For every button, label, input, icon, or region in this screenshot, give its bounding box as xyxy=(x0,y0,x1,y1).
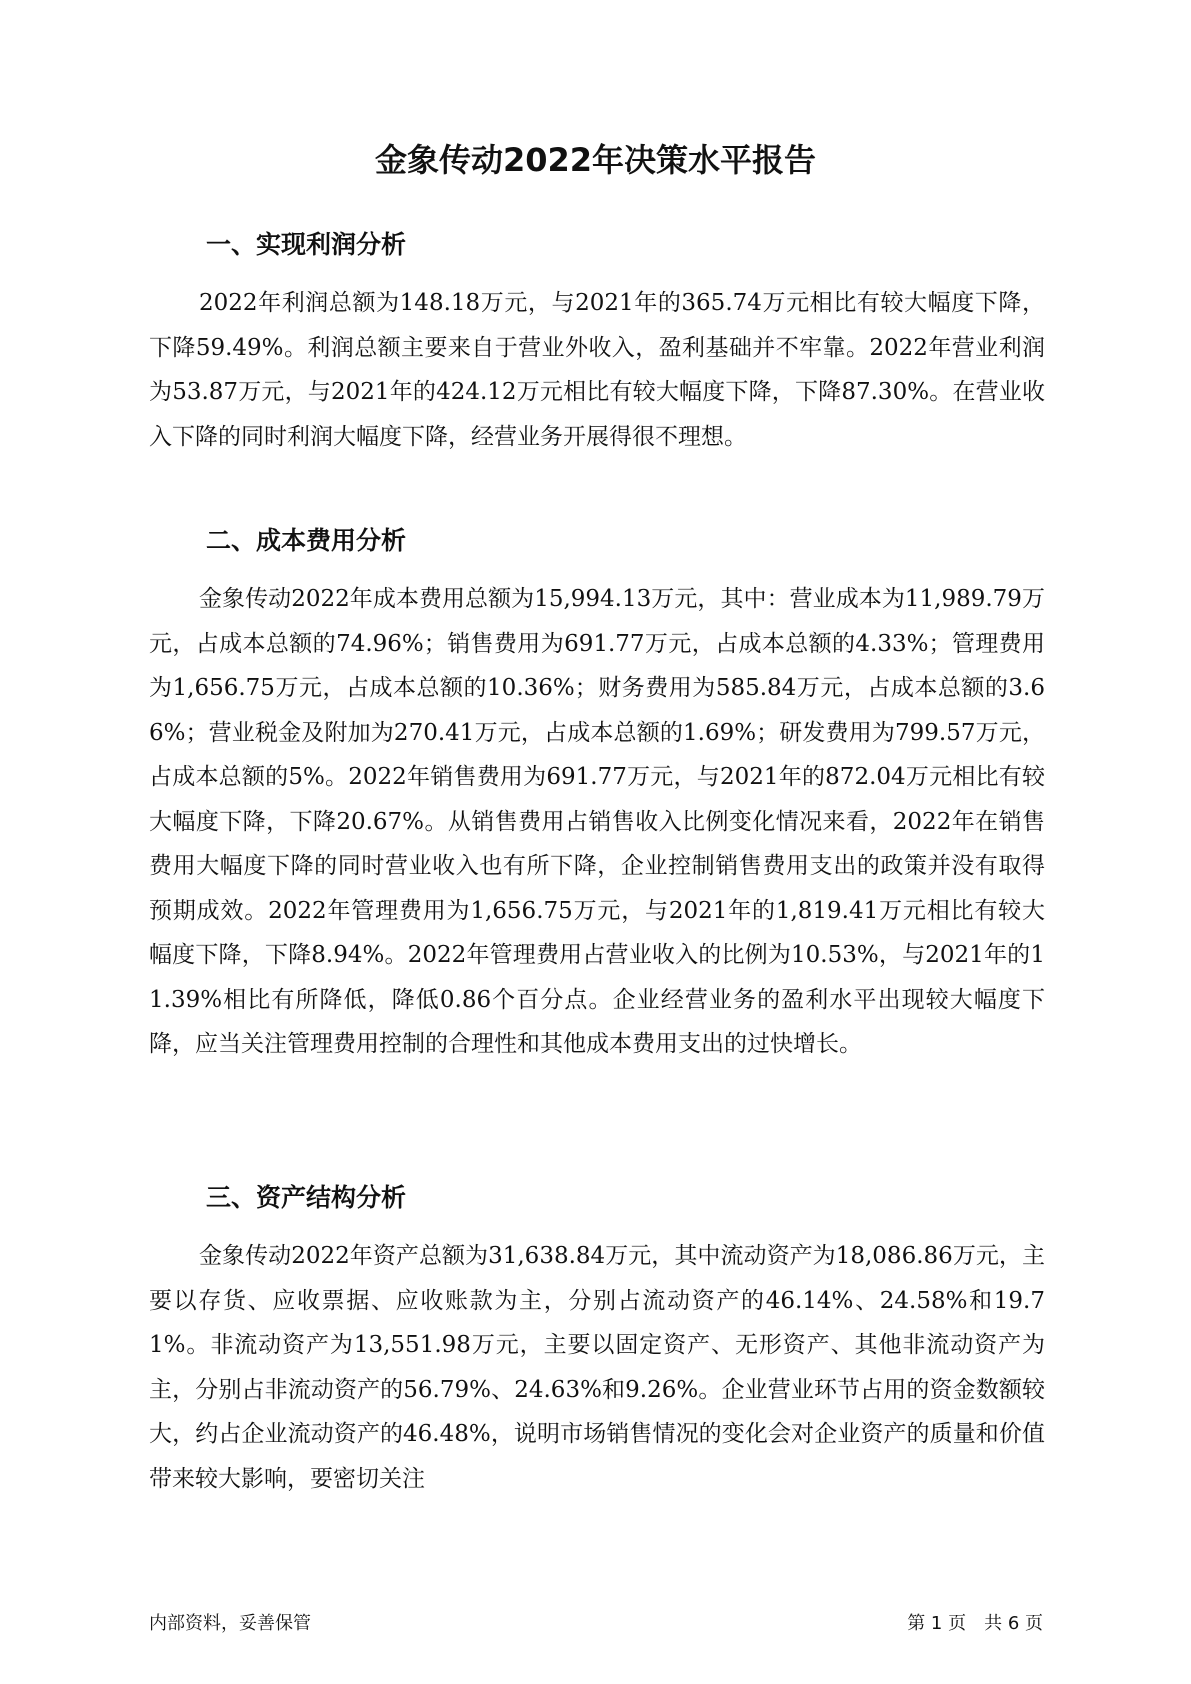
section-heading: 二、成本费用分析 xyxy=(206,526,407,555)
section-profit-analysis xyxy=(149,227,1045,459)
footer-page-number: 第 1 页 共 6 页 xyxy=(907,1613,1043,1634)
footer-confidential-note: 内部资料，妥善保管 xyxy=(149,1613,311,1634)
section-paragraph: 2022年利润总额为148.18万元，与2021年的365.74万元相比有较大幅度下降，下降59.49%。利润总额主要来自于营业外收入，盈利基础并不牢靠。2022年营业利润为53.87万元，与2021年的424.12万元相比有较大幅度下降，下降87.30%。在营业收入下降的同时利润大幅度下降，经营业务开展得很不理想。 xyxy=(149,290,1045,450)
section-paragraph: 金象传动2022年资产总额为31,638.84万元，其中流动资产为18,086.86万元，主要以存货、应收票据、应收账款为主，分别占流动资产的46.14%、24.58%和19.71%。非流动资产为13,551.98万元，主要以固定资产、无形资产、其他非流动资产为主，分别占非流动资产的56.79%、24.63%和9.26%。企业营业环节占用的资金数额较大，约占企业流动资产的46.48%，说明市场销售情况的变化会对企业资产的质量和价值带来较大影响，要密切关注 xyxy=(149,1243,1045,1492)
section-paragraph: 金象传动2022年成本费用总额为15,994.13万元，其中：营业成本为11,989.79万元，占成本总额的74.96%；销售费用为691.77万元，占成本总额的4.33%；管理费用为1,656.75万元，占成本总额的10.36%；财务费用为585.84万元，占成本总额的3.66%；营业税金及附加为270.41万元，占成本总额的1.69%；研发费用为799.57万元，占成本总额的5%。2022年销售费用为691.77万元，与2021年的872.04万元相比有较大幅度下降，下降20.67%。从销售费用占销售收入比例变化情况来看，2022年在销售费用大幅度下降的同时营业收入也有所下降，企业控制销售费用支出的政策并没有取得预期成效。2022年管理费用为1,656.75万元，与2021年的1,819.41万元相比有较大幅度下降，下降8.94%。2022年管理费用占营业收入的比例为10.53%，与2021年的11.39%相比有所降低，降低0.86个百分点。企业经营业务的盈利水平出现较大幅度下降，应当关注管理费用控制的合理性和其他成本费用支出的过快增长。 xyxy=(149,586,1045,1057)
section-asset-structure-analysis xyxy=(149,1180,1045,1501)
section-cost-analysis xyxy=(149,523,1045,1067)
section-heading: 三、资产结构分析 xyxy=(206,1183,407,1212)
document-title: 金象传动2022年决策水平报告 xyxy=(374,141,817,179)
section-heading: 一、实现利润分析 xyxy=(206,230,407,259)
